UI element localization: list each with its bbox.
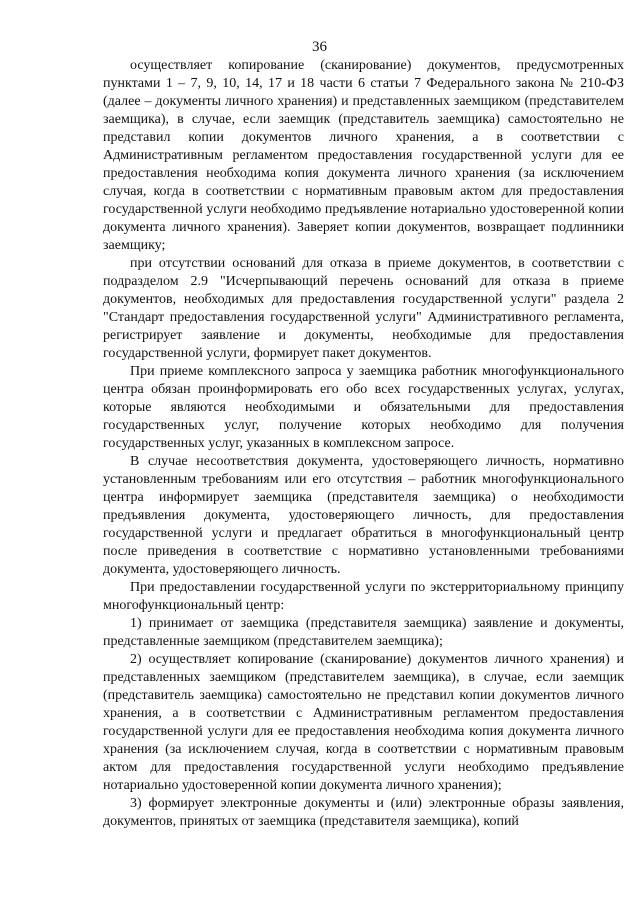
list-item-3: 3) формирует электронные документы и (или) электронные образы заявления, документов, принятых от заемщика (представителя заемщика), копий (103, 796, 624, 829)
page-number: 36 (312, 39, 327, 55)
document-body (103, 57, 624, 831)
paragraph-no-refusal-grounds: при отсутствии оснований для отказа в приеме документов, в соответствии с подразделом 2.9 "Исчерпывающий перечень оснований для отказа в приеме документов, необходимых для предоставления государственной услуги" раздела 2 "Стандарт предоставления государственной услуги" Административного регламента, регистрирует заявление и документы, необходимые для предоставления государственной услуги, формирует пакет документов. (103, 256, 624, 361)
paragraph-extraterritorial: При предоставлении государственной услуги по экстерриториальному принципу многофункциональный центр: (103, 580, 624, 613)
paragraph-identity-document: В случае несоответствия документа, удостоверяющего личность, нормативно установленным требованиям или его отсутствия – работник многофункционального центра информирует заемщика (представителя заемщика) о необходимости предъявления документа, удостоверяющего личность, для предоставления государственной услуги и предлагает обратиться в многофункциональный центр после приведения в соответствие с нормативно установленными требованиями документа, удостоверяющего личность. (103, 454, 624, 577)
paragraph-complex-request: При приеме комплексного запроса у заемщика работник многофункционального центра обязан проинформировать его обо всех государственных услугах, услугах, которые являются необходимыми и обязательными для предоставления государственных услуг, получение которых необходимо для получения государственных услуг, указанных в комплексном запросе. (103, 364, 624, 451)
list-item-2: 2) осуществляет копирование (сканирование) документов личного хранения) и представленных заемщиком (представителем заемщика), в случае, если заемщик (представитель заемщика) самостоятельно не представил копии документов личного хранения, а в соответствии с Административным регламентом предоставления государственной услуги для ее предоставления необходима копия документа личного хранения (за исключением случая, когда в соответствии с нормативным правовым актом для предоставления государственной услуги необходимо предъявление нотариально удостоверенной копии документа личного хранения); (103, 652, 624, 793)
paragraph-copying-documents: осуществляет копирование (сканирование) документов, предусмотренных пунктами 1 – 7, 9, 10, 14, 17 и 18 части 6 статьи 7 Федерального закона № 210-ФЗ (далее – документы личного хранения) и представленных заемщиком (представителем заемщика), в случае, если заемщик (представитель заемщика) самостоятельно не представил копии документов личного хранения, а в соответствии с Административным регламентом предоставления государственной услуги для ее предоставления необходима копия документа личного хранения (за исключением случая, когда в соответствии с нормативным правовым актом для предоставления государственной услуги необходимо предъявление нотариально удостоверенной копии документа личного хранения). Заверяет копии документов, возвращает подлинники заемщику; (103, 58, 624, 253)
list-item-1: 1) принимает от заемщика (представителя заемщика) заявление и документы, представленные заемщиком (представителем заемщика); (103, 616, 624, 649)
